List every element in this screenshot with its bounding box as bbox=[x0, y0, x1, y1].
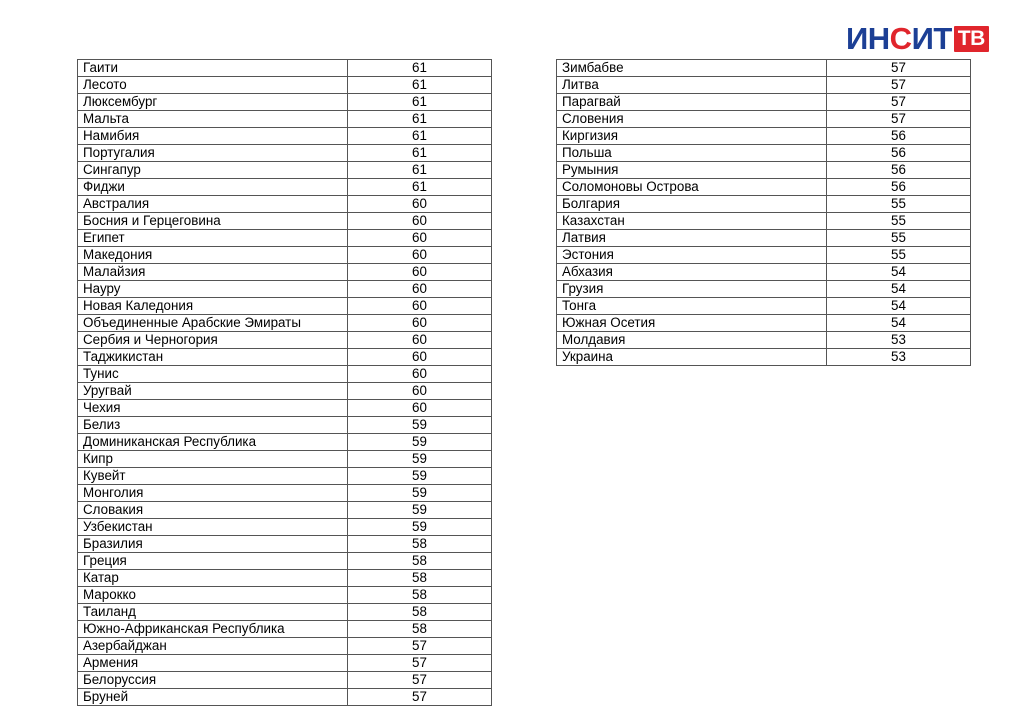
table-row bbox=[78, 366, 492, 383]
value-cell: 61 bbox=[348, 162, 492, 179]
value-cell: 60 bbox=[348, 264, 492, 281]
value-cell: 61 bbox=[348, 77, 492, 94]
country-name-cell: Словакия bbox=[78, 502, 348, 519]
country-name-cell: Польша bbox=[557, 145, 827, 162]
country-name-cell: Украина bbox=[557, 349, 827, 366]
table-row bbox=[557, 145, 971, 162]
value-cell: 54 bbox=[827, 281, 971, 298]
country-name-cell: Узбекистан bbox=[78, 519, 348, 536]
country-name-cell: Австралия bbox=[78, 196, 348, 213]
country-name-cell: Мальта bbox=[78, 111, 348, 128]
table-row bbox=[78, 417, 492, 434]
country-name-cell: Намибия bbox=[78, 128, 348, 145]
country-table-right bbox=[556, 59, 971, 366]
logo-text-s: С bbox=[889, 21, 912, 56]
country-table-left-body bbox=[78, 60, 492, 706]
country-name-cell: Словения bbox=[557, 111, 827, 128]
value-cell: 59 bbox=[348, 468, 492, 485]
table-row bbox=[78, 179, 492, 196]
value-cell: 60 bbox=[348, 230, 492, 247]
table-row bbox=[557, 230, 971, 247]
table-row bbox=[78, 638, 492, 655]
country-name-cell: Эстония bbox=[557, 247, 827, 264]
table-row bbox=[78, 536, 492, 553]
table-row bbox=[78, 655, 492, 672]
value-cell: 59 bbox=[348, 417, 492, 434]
country-name-cell: Казахстан bbox=[557, 213, 827, 230]
country-name-cell: Малайзия bbox=[78, 264, 348, 281]
value-cell: 61 bbox=[348, 145, 492, 162]
table-row bbox=[78, 519, 492, 536]
table-row bbox=[78, 621, 492, 638]
table-row bbox=[78, 196, 492, 213]
value-cell: 57 bbox=[348, 689, 492, 706]
logo-tv-badge: ТВ bbox=[954, 26, 989, 52]
country-name-cell: Сербия и Черногория bbox=[78, 332, 348, 349]
country-name-cell: Белоруссия bbox=[78, 672, 348, 689]
table-row bbox=[557, 77, 971, 94]
value-cell: 58 bbox=[348, 536, 492, 553]
insit-tv-logo bbox=[846, 22, 989, 56]
table-row bbox=[557, 264, 971, 281]
table-row bbox=[78, 587, 492, 604]
value-cell: 55 bbox=[827, 247, 971, 264]
country-name-cell: Таиланд bbox=[78, 604, 348, 621]
country-name-cell: Науру bbox=[78, 281, 348, 298]
country-name-cell: Латвия bbox=[557, 230, 827, 247]
table-row bbox=[78, 111, 492, 128]
table-row bbox=[557, 111, 971, 128]
table-row bbox=[78, 332, 492, 349]
table-row bbox=[557, 196, 971, 213]
value-cell: 60 bbox=[348, 366, 492, 383]
table-row bbox=[557, 332, 971, 349]
table-row bbox=[78, 383, 492, 400]
country-name-cell: Босния и Герцеговина bbox=[78, 213, 348, 230]
table-row bbox=[78, 145, 492, 162]
value-cell: 57 bbox=[827, 94, 971, 111]
country-name-cell: Литва bbox=[557, 77, 827, 94]
country-name-cell: Южная Осетия bbox=[557, 315, 827, 332]
country-name-cell: Белиз bbox=[78, 417, 348, 434]
value-cell: 58 bbox=[348, 553, 492, 570]
table-row bbox=[78, 468, 492, 485]
value-cell: 61 bbox=[348, 60, 492, 77]
table-row bbox=[78, 349, 492, 366]
country-name-cell: Лесото bbox=[78, 77, 348, 94]
table-row bbox=[78, 553, 492, 570]
country-name-cell: Гаити bbox=[78, 60, 348, 77]
table-row bbox=[78, 264, 492, 281]
table-row bbox=[78, 570, 492, 587]
country-name-cell: Люксембург bbox=[78, 94, 348, 111]
country-name-cell: Уругвай bbox=[78, 383, 348, 400]
table-row bbox=[78, 213, 492, 230]
value-cell: 53 bbox=[827, 349, 971, 366]
value-cell: 54 bbox=[827, 298, 971, 315]
country-name-cell: Марокко bbox=[78, 587, 348, 604]
value-cell: 60 bbox=[348, 247, 492, 264]
country-name-cell: Соломоновы Острова bbox=[557, 179, 827, 196]
country-name-cell: Катар bbox=[78, 570, 348, 587]
table-row bbox=[78, 230, 492, 247]
country-name-cell: Грузия bbox=[557, 281, 827, 298]
country-name-cell: Тонга bbox=[557, 298, 827, 315]
table-row bbox=[78, 434, 492, 451]
table-row bbox=[78, 604, 492, 621]
value-cell: 60 bbox=[348, 400, 492, 417]
value-cell: 60 bbox=[348, 383, 492, 400]
country-name-cell: Бразилия bbox=[78, 536, 348, 553]
table-row bbox=[78, 128, 492, 145]
value-cell: 53 bbox=[827, 332, 971, 349]
country-name-cell: Бруней bbox=[78, 689, 348, 706]
value-cell: 55 bbox=[827, 213, 971, 230]
table-row bbox=[78, 485, 492, 502]
table-row bbox=[78, 162, 492, 179]
country-name-cell: Киргизия bbox=[557, 128, 827, 145]
value-cell: 57 bbox=[827, 60, 971, 77]
table-row bbox=[557, 94, 971, 111]
table-row bbox=[557, 247, 971, 264]
table-row bbox=[557, 315, 971, 332]
country-name-cell: Зимбабве bbox=[557, 60, 827, 77]
logo-text-in: ИН bbox=[846, 21, 890, 56]
country-name-cell: Тунис bbox=[78, 366, 348, 383]
table-row bbox=[78, 315, 492, 332]
value-cell: 59 bbox=[348, 502, 492, 519]
value-cell: 54 bbox=[827, 315, 971, 332]
value-cell: 58 bbox=[348, 621, 492, 638]
table-row bbox=[78, 94, 492, 111]
value-cell: 58 bbox=[348, 604, 492, 621]
value-cell: 57 bbox=[348, 638, 492, 655]
value-cell: 60 bbox=[348, 213, 492, 230]
country-name-cell: Молдавия bbox=[557, 332, 827, 349]
table-row bbox=[557, 128, 971, 145]
country-name-cell: Абхазия bbox=[557, 264, 827, 281]
table-row bbox=[78, 672, 492, 689]
value-cell: 59 bbox=[348, 451, 492, 468]
country-name-cell: Египет bbox=[78, 230, 348, 247]
value-cell: 60 bbox=[348, 315, 492, 332]
table-row bbox=[78, 689, 492, 706]
value-cell: 59 bbox=[348, 434, 492, 451]
country-table-left bbox=[77, 59, 492, 706]
table-row bbox=[78, 281, 492, 298]
country-name-cell: Таджикистан bbox=[78, 349, 348, 366]
value-cell: 61 bbox=[348, 179, 492, 196]
country-name-cell: Кипр bbox=[78, 451, 348, 468]
value-cell: 60 bbox=[348, 281, 492, 298]
country-table-right-body bbox=[557, 60, 971, 366]
country-name-cell: Монголия bbox=[78, 485, 348, 502]
value-cell: 60 bbox=[348, 298, 492, 315]
country-name-cell: Чехия bbox=[78, 400, 348, 417]
value-cell: 57 bbox=[827, 77, 971, 94]
table-row bbox=[78, 400, 492, 417]
value-cell: 56 bbox=[827, 128, 971, 145]
value-cell: 56 bbox=[827, 145, 971, 162]
value-cell: 59 bbox=[348, 485, 492, 502]
country-name-cell: Португалия bbox=[78, 145, 348, 162]
value-cell: 60 bbox=[348, 196, 492, 213]
value-cell: 57 bbox=[348, 672, 492, 689]
value-cell: 61 bbox=[348, 111, 492, 128]
country-name-cell: Армения bbox=[78, 655, 348, 672]
table-row bbox=[78, 502, 492, 519]
table-row bbox=[78, 60, 492, 77]
country-name-cell: Сингапур bbox=[78, 162, 348, 179]
table-row bbox=[78, 247, 492, 264]
country-name-cell: Парагвай bbox=[557, 94, 827, 111]
table-row bbox=[557, 349, 971, 366]
value-cell: 59 bbox=[348, 519, 492, 536]
logo-text-it: ИТ bbox=[911, 21, 952, 56]
table-row bbox=[557, 60, 971, 77]
country-name-cell: Новая Каледония bbox=[78, 298, 348, 315]
country-name-cell: Азербайджан bbox=[78, 638, 348, 655]
value-cell: 61 bbox=[348, 128, 492, 145]
country-name-cell: Объединенные Арабские Эмираты bbox=[78, 315, 348, 332]
table-row bbox=[557, 179, 971, 196]
table-row bbox=[557, 298, 971, 315]
value-cell: 60 bbox=[348, 332, 492, 349]
table-row bbox=[78, 451, 492, 468]
table-row bbox=[78, 77, 492, 94]
value-cell: 60 bbox=[348, 349, 492, 366]
country-name-cell: Греция bbox=[78, 553, 348, 570]
table-row bbox=[557, 281, 971, 298]
country-name-cell: Болгария bbox=[557, 196, 827, 213]
value-cell: 56 bbox=[827, 162, 971, 179]
value-cell: 61 bbox=[348, 94, 492, 111]
country-name-cell: Кувейт bbox=[78, 468, 348, 485]
value-cell: 54 bbox=[827, 264, 971, 281]
value-cell: 55 bbox=[827, 196, 971, 213]
country-name-cell: Румыния bbox=[557, 162, 827, 179]
value-cell: 58 bbox=[348, 587, 492, 604]
country-name-cell: Доминиканская Республика bbox=[78, 434, 348, 451]
table-row bbox=[557, 213, 971, 230]
table-row bbox=[557, 162, 971, 179]
country-name-cell: Фиджи bbox=[78, 179, 348, 196]
table-row bbox=[78, 298, 492, 315]
country-name-cell: Южно-Африканская Республика bbox=[78, 621, 348, 638]
value-cell: 56 bbox=[827, 179, 971, 196]
value-cell: 58 bbox=[348, 570, 492, 587]
value-cell: 57 bbox=[827, 111, 971, 128]
value-cell: 55 bbox=[827, 230, 971, 247]
value-cell: 57 bbox=[348, 655, 492, 672]
country-name-cell: Македония bbox=[78, 247, 348, 264]
